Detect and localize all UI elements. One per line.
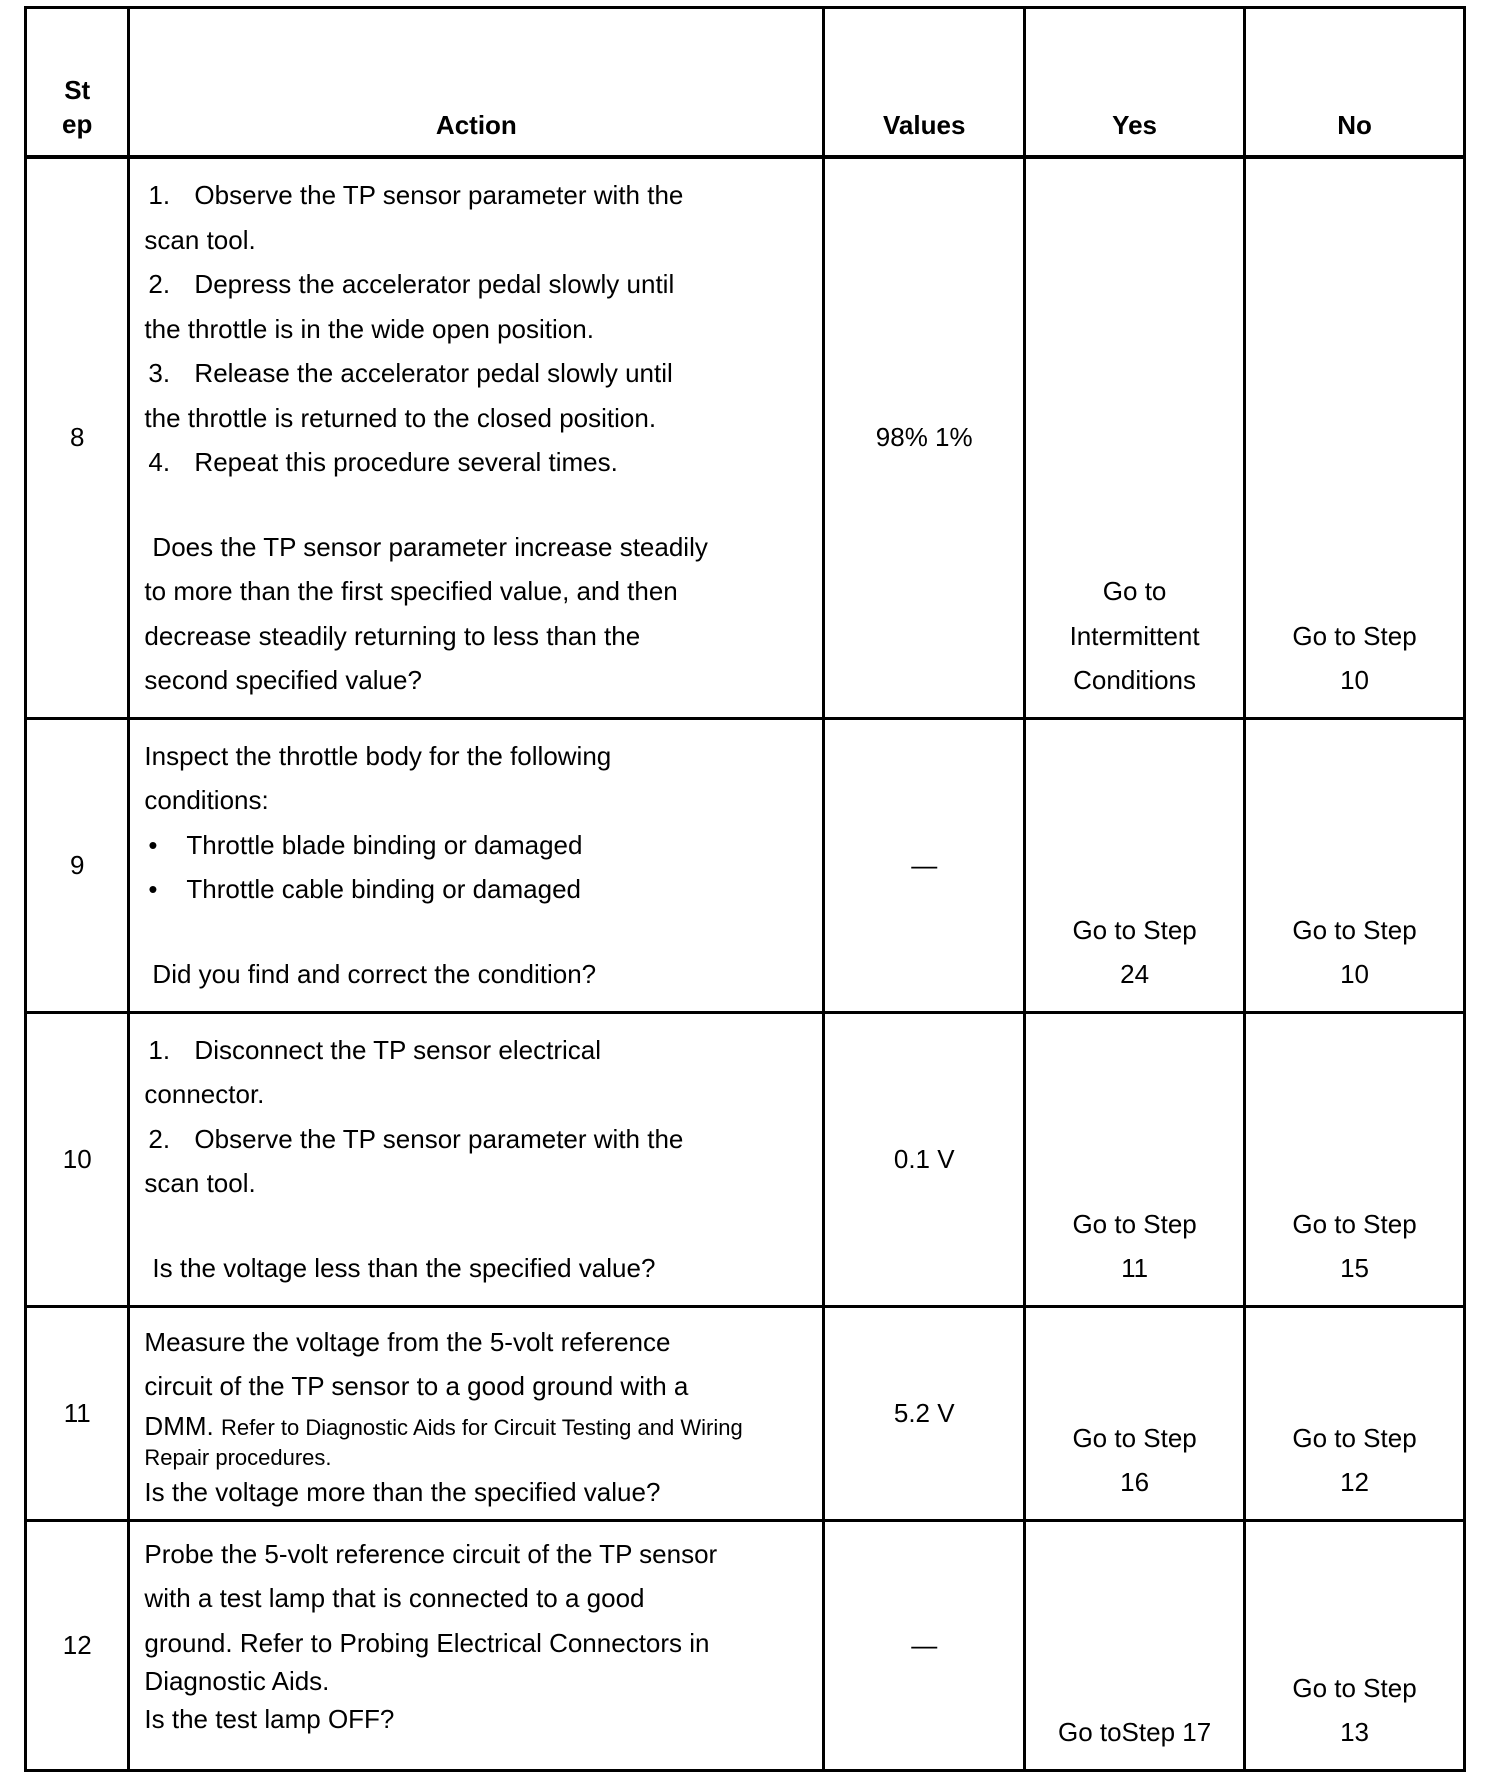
values-cell: 0.1 V <box>824 1012 1025 1306</box>
values-cell: — <box>824 1520 1025 1770</box>
table-row-step-9 <box>26 718 1465 1012</box>
table-row-step-12 <box>26 1520 1465 1770</box>
header-step: St ep <box>26 8 129 158</box>
values-cell: — <box>824 718 1025 1012</box>
yes-cell: Go toStep 17 <box>1025 1520 1245 1770</box>
yes-cell: Go to Intermittent Conditions <box>1025 157 1245 718</box>
diagnostic-table-page <box>24 6 1466 1772</box>
action-cell: Probe the 5-volt reference circuit of the TP sensor with a test lamp that is connected to a good ground. Refer to Probing Electrical Connectors in Diagnostic Aids. Is the test lamp OFF? <box>129 1520 824 1770</box>
header-action: Action <box>129 8 824 158</box>
step-number: 11 <box>26 1306 129 1520</box>
step-number: 10 <box>26 1012 129 1306</box>
action-cell: 1. Observe the TP sensor parameter with the scan tool. 2. Depress the accelerator pedal slowly until the throttle is in the wide open position. 3. Release the accelerator pedal slowly until the throttle is returned to the closed position. 4. Repeat this procedure several times. Does the TP sensor parameter increase steadily to more than the first specified value, and then decrease steadily returning to less than the second specified value? <box>129 157 824 718</box>
step-number: 8 <box>26 157 129 718</box>
table-row-step-10 <box>26 1012 1465 1306</box>
bullet-icon: • <box>148 829 158 860</box>
no-cell: Go to Step 13 <box>1245 1520 1465 1770</box>
bullet-icon: • <box>148 874 158 904</box>
yes-cell: Go to Step 24 <box>1025 718 1245 1012</box>
step-number: 9 <box>26 718 129 1012</box>
values-cell: 5.2 V <box>824 1306 1025 1520</box>
table-row-step-11 <box>26 1306 1465 1520</box>
no-cell: Go to Step 10 <box>1245 157 1465 718</box>
diagnostic-table <box>24 6 1466 1772</box>
yes-cell: Go to Step 11 <box>1025 1012 1245 1306</box>
action-cell: 1. Disconnect the TP sensor electrical connector. 2. Observe the TP sensor parameter with the scan tool. Is the voltage less than the specified value? <box>129 1012 824 1306</box>
header-no: No <box>1245 8 1465 158</box>
action-cell: Measure the voltage from the 5-volt reference circuit of the TP sensor to a good ground with a DMM. Refer to Diagnostic Aids for Circuit Testing and Wiring Repair procedures. Is the voltage more than the specified value? <box>129 1306 824 1520</box>
no-cell: Go to Step 12 <box>1245 1306 1465 1520</box>
header-yes: Yes <box>1025 8 1245 158</box>
header-row <box>26 8 1465 158</box>
action-cell: Inspect the throttle body for the following conditions: • Throttle blade binding or damaged • Throttle cable binding or damaged Did you find and correct the condition? <box>129 718 824 1012</box>
header-values: Values <box>824 8 1025 158</box>
step-number: 12 <box>26 1520 129 1770</box>
no-cell: Go to Step 15 <box>1245 1012 1465 1306</box>
no-cell: Go to Step 10 <box>1245 718 1465 1012</box>
values-cell: 98% 1% <box>824 157 1025 718</box>
table-row-step-8 <box>26 157 1465 718</box>
yes-cell: Go to Step 16 <box>1025 1306 1245 1520</box>
